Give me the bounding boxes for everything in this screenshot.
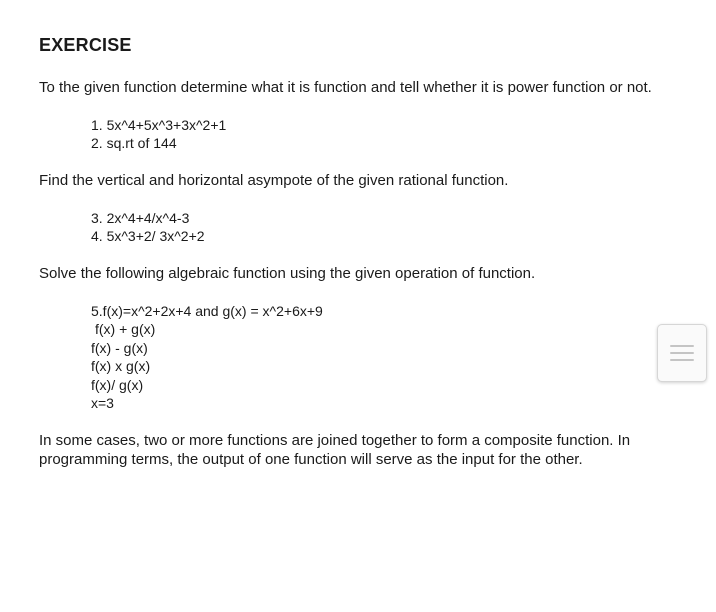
exercise-item-3: 3. 2x^4+4/x^4-3 bbox=[91, 210, 190, 226]
operation-difference: f(x) - g(x) bbox=[91, 339, 148, 356]
menu-button[interactable] bbox=[657, 324, 707, 382]
instruction-3: Solve the following algebraic function using the given operation of function. bbox=[39, 265, 536, 282]
exercise-list-3 bbox=[91, 302, 689, 412]
operation-quotient: f(x)/ g(x) bbox=[91, 376, 144, 393]
document-title: EXERCISE bbox=[39, 35, 132, 55]
document-body bbox=[39, 34, 689, 469]
exercise-list-2 bbox=[91, 209, 689, 245]
operation-product: f(x) x g(x) bbox=[91, 358, 151, 375]
closing-paragraph: In some cases, two or more functions are joined together to form a composite function. In programming terms, the output of one function will serve as the input for the other. bbox=[39, 432, 631, 469]
operation-sum: f(x) + g(x) bbox=[95, 321, 156, 338]
evaluate-at: x=3 bbox=[91, 395, 114, 412]
exercise-item-5: 5.f(x)=x^2+2x+4 and g(x) = x^2+6x+9 bbox=[91, 303, 323, 319]
exercise-item-4: 4. 5x^3+2/ 3x^2+2 bbox=[91, 228, 205, 244]
exercise-item-2: 2. sq.rt of 144 bbox=[91, 135, 177, 151]
exercise-list-1 bbox=[91, 116, 689, 152]
instruction-1: To the given function determine what it is function and tell whether it is power function or not. bbox=[39, 79, 652, 96]
instruction-2: Find the vertical and horizontal asympote of the given rational function. bbox=[39, 172, 509, 189]
exercise-item-1: 1. 5x^4+5x^3+3x^2+1 bbox=[91, 117, 227, 133]
